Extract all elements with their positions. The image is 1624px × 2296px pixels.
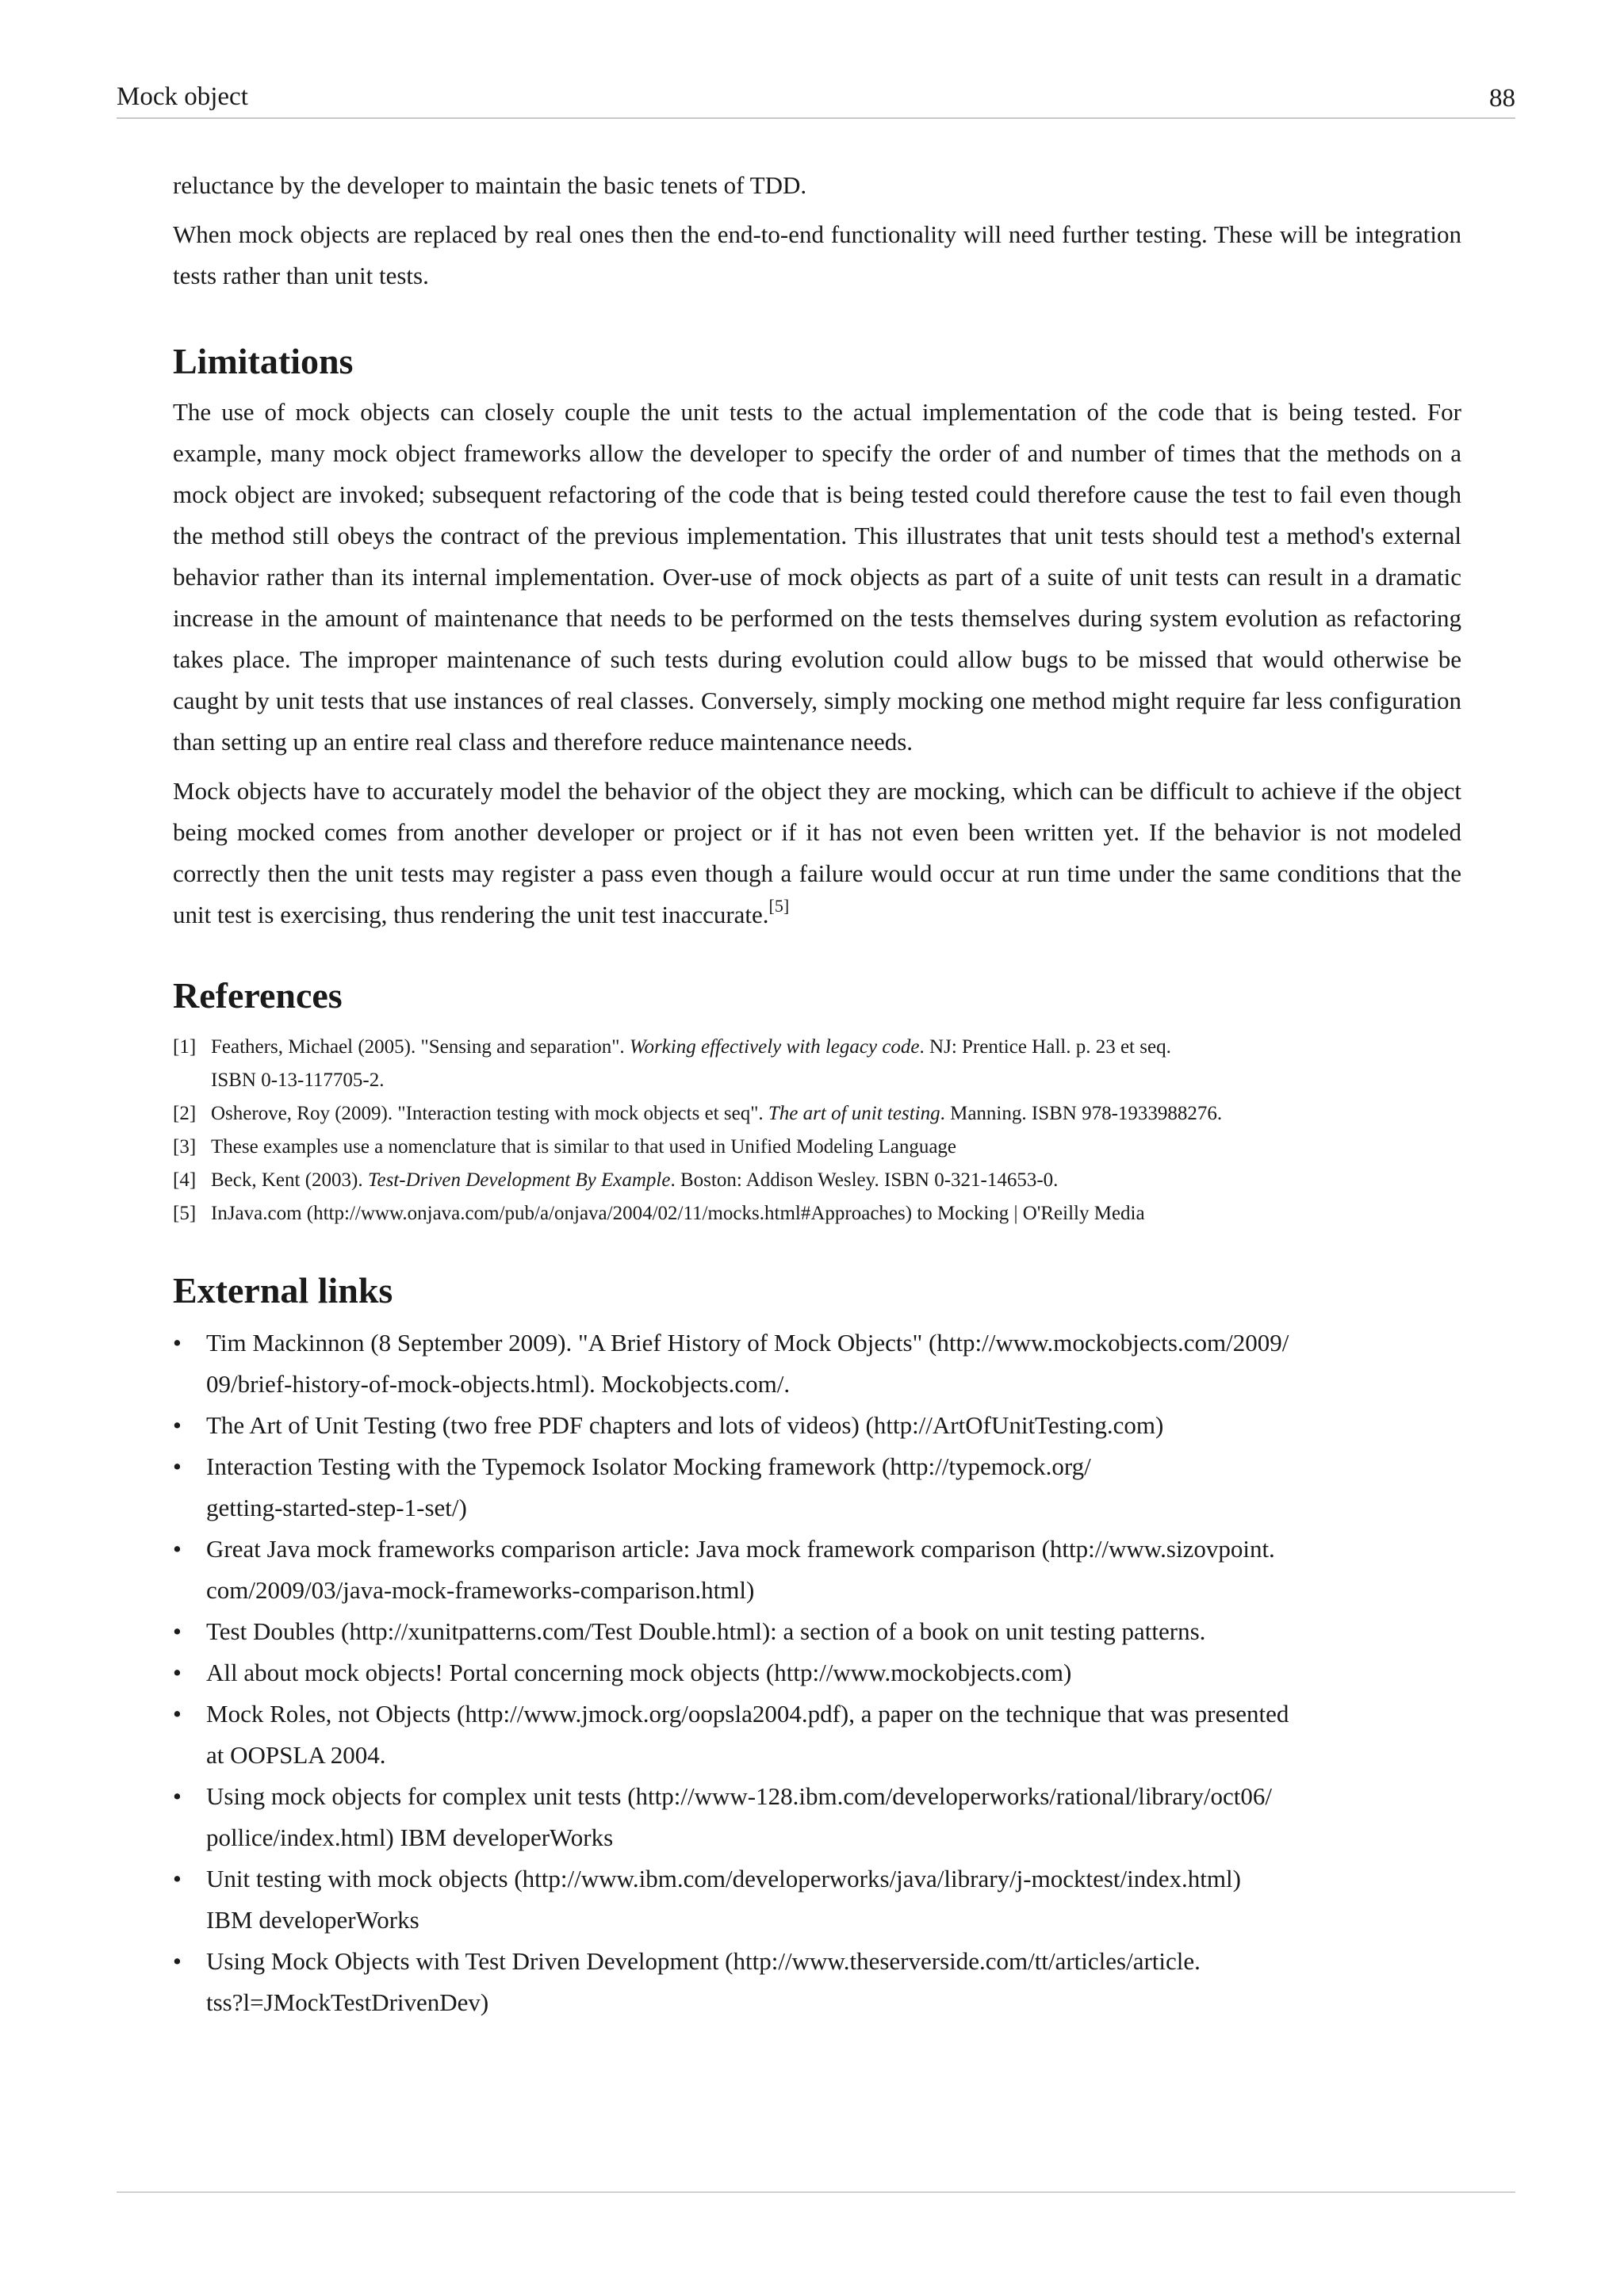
reference-work-title: Working effectively with legacy code [629, 1036, 920, 1058]
external-link-line: Mock Roles, not Objects (http://www.jmock.org/oopsla2004.pdf), a paper on the technique that was presented [206, 1700, 1289, 1728]
external-link-line: Tim Mackinnon (8 September 2009). "A Brief History of Mock Objects" (http://www.mockobjects.com/2009/ [206, 1329, 1289, 1357]
reference-text: Beck, Kent (2003). Test-Driven Development By Example. Boston: Addison Wesley. ISBN 0-321-14653-0. [211, 1169, 1059, 1191]
references-list [173, 1031, 1461, 1230]
external-link-line: All about mock objects! Portal concerning mock objects (http://www.mockobjects.com) [206, 1659, 1072, 1686]
article-body [173, 165, 1461, 2023]
external-link-line: Great Java mock frameworks comparison article: Java mock framework comparison (http://www.sizovpoint. [206, 1535, 1275, 1563]
external-link-item[interactable] [173, 1858, 1461, 1941]
reference-number[interactable]: [5] [173, 1203, 197, 1224]
external-link-line: at OOPSLA 2004. [206, 1741, 386, 1769]
bullet-icon: • [173, 1659, 182, 1686]
external-link-line: 09/brief-history-of-mock-objects.html). Mockobjects.com/. [206, 1370, 791, 1398]
reference-item [173, 1197, 1461, 1230]
reference-number[interactable]: [3] [173, 1136, 197, 1158]
external-link-item[interactable] [173, 1322, 1461, 1405]
reference-text: InJava.com (http://www.onjava.com/pub/a/onjava/2004/02/11/mocks.html#Approaches) to Mocking | O'Reilly Media [211, 1203, 1145, 1224]
limitations-paragraph-2 [173, 771, 1461, 936]
external-link-item[interactable] [173, 1405, 1461, 1446]
external-link-line: getting-started-step-1-set/) [206, 1494, 467, 1521]
reference-text: These examples use a nomenclature that is similar to that used in Unified Modeling Language [211, 1136, 957, 1158]
bullet-icon: • [173, 1329, 182, 1357]
references-heading: References [173, 975, 343, 1016]
bullet-icon: • [173, 1535, 182, 1563]
reference-item [173, 1131, 1461, 1164]
reference-number[interactable]: [4] [173, 1169, 197, 1191]
page-number: 88 [1489, 84, 1515, 113]
external-link-item[interactable] [173, 1446, 1461, 1529]
footer-divider [117, 2191, 1515, 2193]
external-links-heading: External links [173, 1270, 393, 1311]
reference-item [173, 1164, 1461, 1197]
external-link-line: pollice/index.html) IBM developerWorks [206, 1823, 614, 1851]
external-link-item[interactable] [173, 1776, 1461, 1858]
bullet-icon: • [173, 1782, 182, 1810]
limitations-paragraph-2-text: Mock objects have to accurately model the behavior of the object they are mocking, which can be difficult to achieve if the object being mocked comes from another developer or project or if it has not even been written yet. If the behavior is not modeled correctly then the unit tests may register a pass even though a failure would occur at run time under the same conditions that the unit test is exercising, thus rendering the unit test inaccurate. [173, 777, 1461, 928]
external-link-item[interactable] [173, 1693, 1461, 1776]
external-link-item[interactable] [173, 1611, 1461, 1652]
reference-work-title: The art of unit testing [768, 1103, 940, 1124]
external-link-line: com/2009/03/java-mock-frameworks-comparison.html) [206, 1576, 755, 1604]
external-link-item[interactable] [173, 1652, 1461, 1693]
bullet-icon: • [173, 1865, 182, 1892]
bullet-icon: • [173, 1411, 182, 1439]
external-link-item[interactable] [173, 1529, 1461, 1611]
intro-paragraph-1: reluctance by the developer to maintain the basic tenets of TDD. [173, 171, 807, 199]
citation-5-link[interactable]: [5] [768, 896, 790, 916]
external-link-item[interactable] [173, 1941, 1461, 2023]
external-link-line: Interaction Testing with the Typemock Isolator Mocking framework (http://typemock.org/ [206, 1452, 1091, 1480]
external-link-line: tss?l=JMockTestDrivenDev) [206, 1988, 489, 2016]
bullet-icon: • [173, 1617, 182, 1645]
reference-text: Osherove, Roy (2009). "Interaction testing with mock objects et seq". The art of unit testing. Manning. ISBN 978-1933988276. [211, 1103, 1223, 1124]
limitations-paragraph-1: The use of mock objects can closely couple the unit tests to the actual implementation of the code that is being tested. For example, many mock object frameworks allow the developer to specify the order of and number of times that the methods on a mock object are invoked; subsequent refactoring of the code that is being tested could therefore cause the test to fail even though the method still obeys the contract of the previous implementation. This illustrates that unit tests should test a method's external behavior rather than its internal implementation. Over-use of mock objects as part of a suite of unit tests can result in a dramatic increase in the amount of maintenance that needs to be performed on the tests themselves during system evolution as refactoring takes place. The improper maintenance of such tests during evolution could allow bugs to be missed that would otherwise be caught by unit tests that use instances of real classes. Conversely, simply mocking one method might require far less configuration than setting up an entire real class and therefore reduce maintenance needs. [173, 398, 1461, 756]
external-link-line: The Art of Unit Testing (two free PDF chapters and lots of videos) (http://ArtOfUnitTesting.com) [206, 1411, 1164, 1439]
external-links-list [173, 1322, 1461, 2023]
header-title: Mock object [117, 82, 248, 111]
bullet-icon: • [173, 1452, 182, 1480]
external-link-line: Test Doubles (http://xunitpatterns.com/Test Double.html): a section of a book on unit testing patterns. [206, 1617, 1206, 1645]
reference-item [173, 1097, 1461, 1131]
intro-paragraph-2: When mock objects are replaced by real ones then the end-to-end functionality will need further testing. These will be integration tests rather than unit tests. [173, 220, 1461, 289]
reference-item [173, 1031, 1461, 1097]
reference-number[interactable]: [1] [173, 1036, 197, 1058]
external-link-line: IBM developerWorks [206, 1906, 419, 1934]
reference-text: Feathers, Michael (2005). "Sensing and separation". Working effectively with legacy code. NJ: Prentice Hall. p. 23 et seq. ISBN 0-13-117705-2. [211, 1036, 1171, 1091]
external-link-line: Unit testing with mock objects (http://www.ibm.com/developerworks/java/library/j-mocktest/index.html) [206, 1865, 1241, 1892]
bullet-icon: • [173, 1947, 182, 1975]
external-link-line: Using mock objects for complex unit tests (http://www-128.ibm.com/developerworks/rational/library/oct06/ [206, 1782, 1272, 1810]
bullet-icon: • [173, 1700, 182, 1728]
limitations-heading: Limitations [173, 341, 354, 381]
page-header [117, 79, 1515, 119]
external-link-line: Using Mock Objects with Test Driven Development (http://www.theserverside.com/tt/articles/article. [206, 1947, 1201, 1975]
reference-number[interactable]: [2] [173, 1103, 197, 1124]
reference-work-title: Test-Driven Development By Example [367, 1169, 671, 1191]
